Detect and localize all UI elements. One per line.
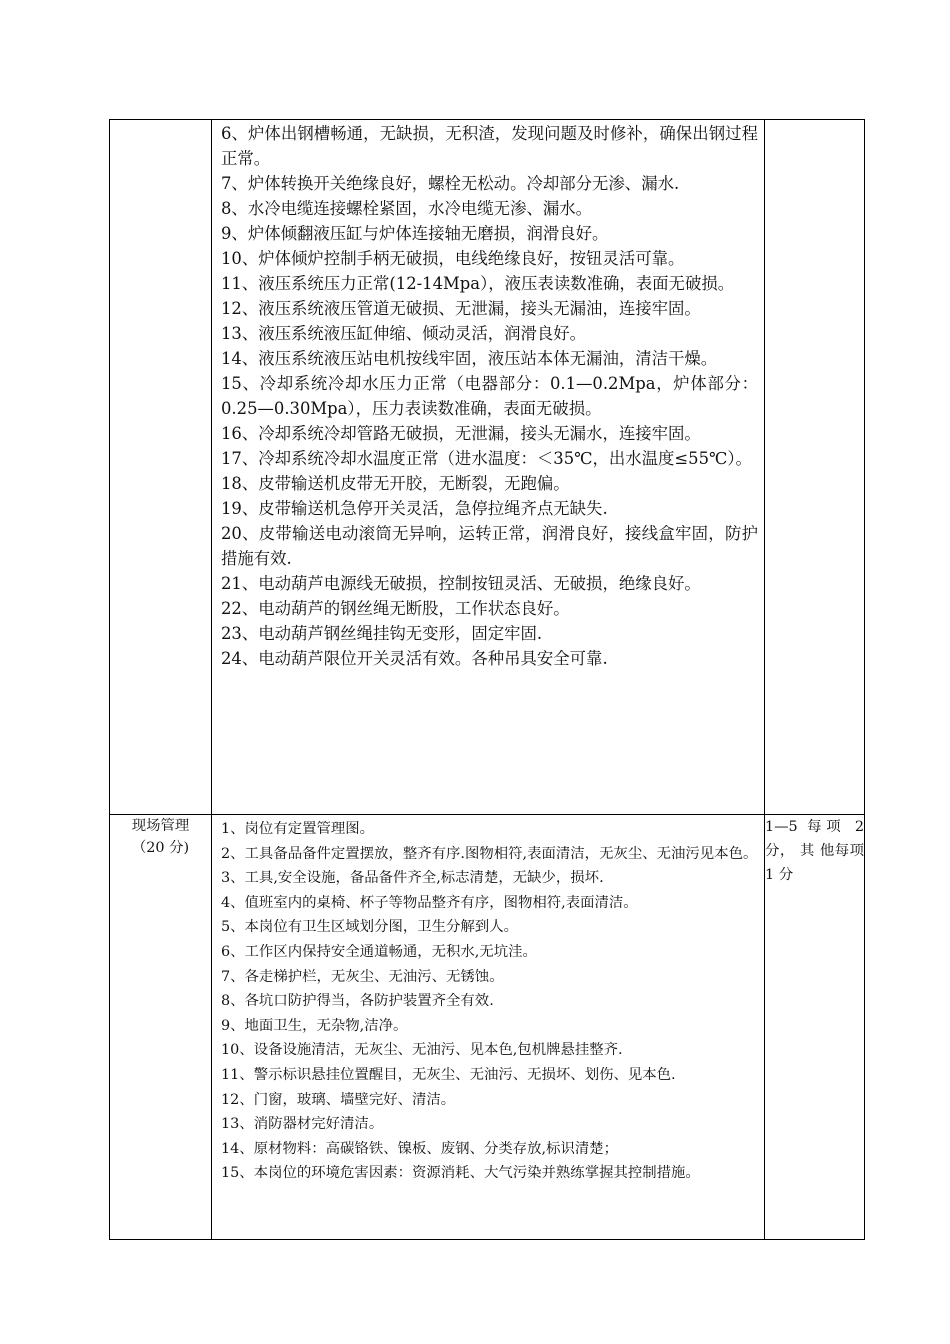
list-item: 23、电动葫芦钢丝绳挂钩无变形，固定牢固. — [221, 624, 543, 643]
list-item: 10、设备设施清洁，无灰尘、无油污、见本色,包机牌悬挂整齐. — [221, 1042, 623, 1059]
list-item: 4、值班室内的桌椅、杯子等物品整齐有序，图物相符,表面清洁。 — [221, 894, 638, 911]
list-item: 9、炉体倾翻液压缸与炉体连接轴无磨损，润滑良好。 — [221, 224, 609, 243]
list-item: 7、炉体转换开关绝缘良好，螺栓无松动。冷却部分无渗、漏水. — [221, 174, 680, 193]
items-cell — [212, 815, 765, 1240]
table-row — [110, 815, 865, 1240]
list-item: 1、岗位有定置管理图。 — [221, 821, 375, 837]
list-item: 12、液压系统液压管道无破损、无泄漏，接头无漏油，连接牢固。 — [221, 299, 701, 318]
list-item: 5、本岗位有卫生区域划分图，卫生分解到人。 — [221, 919, 518, 936]
list-item: 20、皮带输送电动滚筒无异响，运转正常，润滑良好，接线盒牢固，防护措施有效. — [221, 524, 758, 568]
list-item: 6、炉体出钢槽畅通，无缺损，无积渣，发现问题及时修补，确保出钢过程正常。 — [221, 124, 758, 168]
list-item: 11、液压系统压力正常(12-14Mpa），液压表读数准确，表面无破损。 — [221, 274, 735, 293]
list-item: 9、地面卫生，无杂物,洁净。 — [221, 1017, 408, 1034]
item-list — [212, 120, 764, 673]
category-cell — [110, 120, 212, 815]
list-item: 15、本岗位的环境危害因素：资源消耗、大气污染并熟练掌握其控制措施。 — [221, 1165, 700, 1182]
list-item: 14、原材物料：高碳铬铁、镍板、废钢、分类存放,标识清楚； — [221, 1140, 619, 1157]
category-cell — [110, 815, 212, 1240]
list-item: 18、皮带输送机皮带无开胶，无断裂，无跑偏。 — [221, 474, 570, 493]
list-item: 22、电动葫芦的钢丝绳无断股，工作状态良好。 — [221, 599, 570, 618]
score-cell — [765, 120, 865, 815]
inspection-table — [109, 119, 865, 1240]
score-cell: 1—5 每项 2 分， 其 他每项 1 分 — [765, 815, 865, 1240]
list-item: 24、电动葫芦限位开关灵活有效。各种吊具安全可靠. — [221, 649, 608, 668]
items-cell — [212, 120, 765, 815]
item-list — [212, 815, 764, 1188]
list-item: 13、液压系统液压缸伸缩、倾动灵活，润滑良好。 — [221, 324, 587, 343]
list-item: 8、各坑口防护得当，各防护装置齐全有效. — [221, 993, 494, 1010]
category-points: （20 分) — [131, 840, 190, 856]
list-item: 3、工具,安全设施，备品备件齐全,标志清楚，无缺少，损坏. — [221, 870, 604, 887]
list-item: 15、冷却系统冷却水压力正常（电器部分：0.1—0.2Mpa，炉体部分：0.25—0.30Mpa），压力表读数准确，表面无破损。 — [221, 374, 758, 418]
list-item: 14、液压系统液压站电机按线牢固，液压站本体无漏油，清洁干燥。 — [221, 349, 718, 368]
list-item: 8、水冷电缆连接螺栓紧固，水冷电缆无渗、漏水。 — [221, 199, 593, 218]
list-item: 10、炉体倾炉控制手柄无破损，电线绝缘良好，按钮灵活可靠。 — [221, 249, 685, 268]
list-item: 13、消防器材完好清洁。 — [221, 1116, 384, 1133]
list-item: 6、工作区内保持安全通道畅通，无积水,无坑洼。 — [221, 943, 537, 960]
category-label: 现场管理 — [131, 818, 190, 834]
list-item: 21、电动葫芦电源线无破损，控制按钮灵活、无破损，绝缘良好。 — [221, 574, 701, 593]
list-item: 11、警示标识悬挂位置醒目，无灰尘、无油污、无损坏、划伤、见本色. — [221, 1066, 676, 1083]
list-item: 7、各走梯护栏，无灰尘、无油污、无锈蚀。 — [221, 968, 504, 985]
list-item: 17、冷却系统冷却水温度正常（进水温度：＜35℃，出水温度≤55℃）。 — [221, 449, 752, 468]
list-item: 2、工具备品备件定置摆放，整齐有序.图物相符,表面清洁，无灰尘、无油污见本色。 — [221, 845, 758, 862]
list-item: 12、门窗，玻璃、墙壁完好、清洁。 — [221, 1091, 456, 1108]
table-row — [110, 120, 865, 815]
list-item: 16、冷却系统冷却管路无破损，无泄漏，接头无漏水，连接牢固。 — [221, 424, 701, 443]
list-item: 19、皮带输送机急停开关灵活，急停拉绳齐点无缺失. — [221, 499, 608, 518]
